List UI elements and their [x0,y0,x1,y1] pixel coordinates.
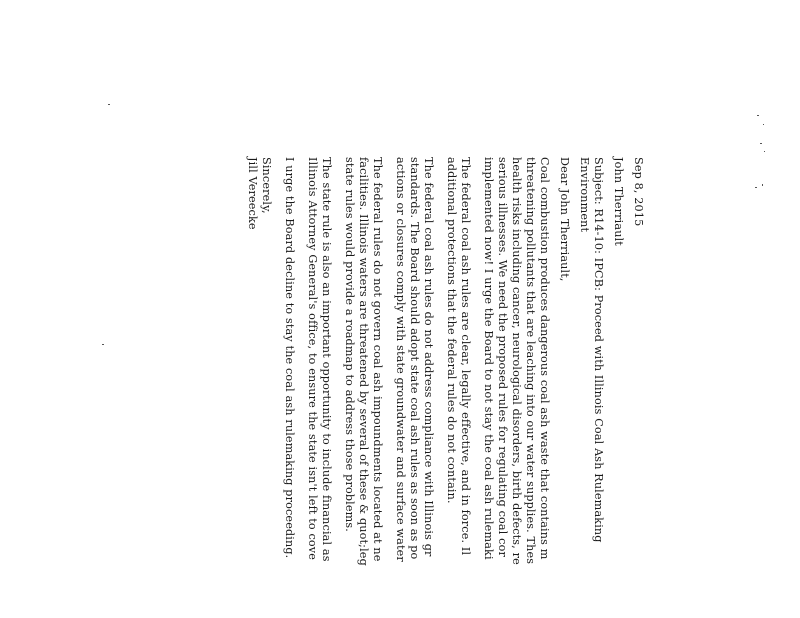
paragraph-2-line: The federal coal ash rules are clear, legally effective, and in force. Il [459,157,472,556]
paragraph-3-line: actions or closures comply with state groundwater and surface water [394,157,407,562]
scan-speck [762,184,763,186]
paragraph-4-line: facilities. Illinois waters are threatened by several of these & quot;leg [357,157,370,566]
paragraph-2-line: additional protections that the federal rules do not contain. [445,157,458,504]
letter-signature: Jill Vereecke [246,157,259,230]
paragraph-4-line: state rules would provide a roadmap to address those problems. [343,157,356,533]
paragraph-3-line: The federal coal ash rules do not address compliance with Illinois gr [422,157,435,557]
scan-speck [757,115,759,116]
scan-speck [102,344,104,345]
paragraph-1-line: serious illnesses. We need the proposed rules for regulating coal cor [496,157,509,557]
paragraph-4-line: The federal rules do not govern coal ash impoundments located at ne [371,157,384,562]
scan-speck [760,143,762,144]
paragraph-1-line: threatening pollutants that are leaching into our water supplies. Thes [524,157,537,565]
scan-speck [108,104,110,105]
letter-recipient: John Therriault [612,157,625,246]
paragraph-1-line: implemented now! I urge the Board to not stay the coal ash rulemaki [482,157,495,560]
scan-speck [763,124,764,125]
letter-body [245,157,645,618]
paragraph-5-line: Illinois Attorney General's office, to ensure the state isn't left to cove [306,157,319,560]
letter-salutation: Dear John Therriault, [558,157,571,282]
letter-subject: Subject: R14-10: IPCB: Proceed with Illinois Coal Ash Rulemaking [592,157,605,543]
paragraph-1-line: health risks including cancer, neurological disorders, birth defects, re [510,157,523,565]
paragraph-5-line: The state rule is also an important opportunity to include financial as [320,157,333,562]
paragraph-1-line: Coal combustion produces dangerous coal ash waste that contains m [538,157,551,560]
scan-speck [755,187,757,188]
scan-speck [764,151,765,152]
paragraph-6-line: I urge the Board decline to stay the coal ash rulemaking proceeding. [283,157,296,559]
letter-closing: Sincerely, [260,157,273,214]
paragraph-3-line: standards. The Board should adopt state coal ash rules as soon as po [408,157,421,560]
letter-date: Sep 8, 2015 [632,157,645,227]
letter-subject-cont: Environment [578,157,591,233]
